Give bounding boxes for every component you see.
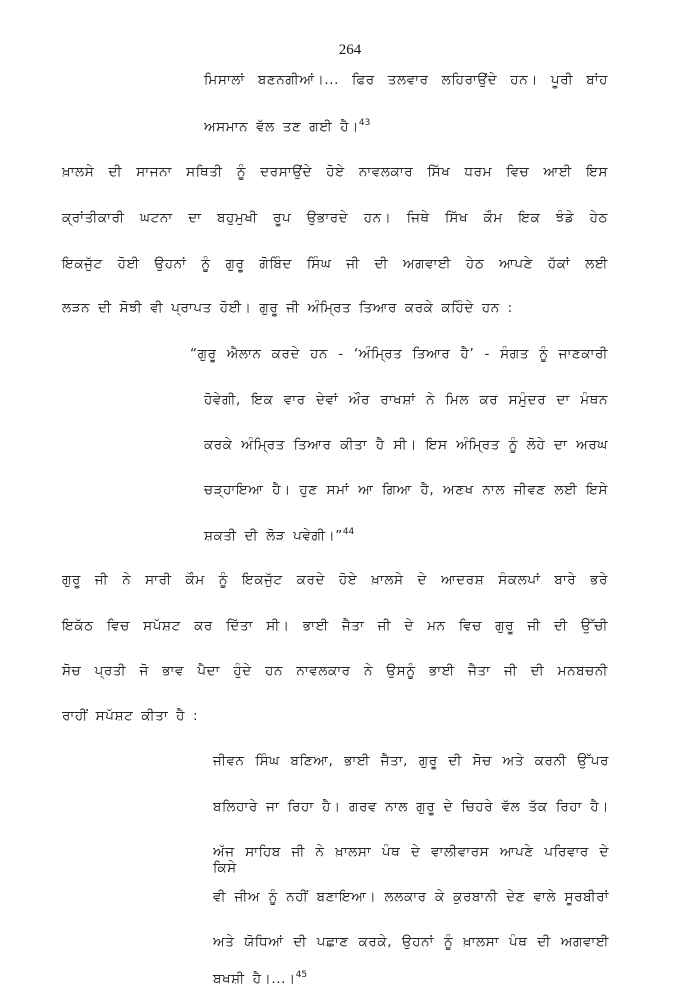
quote3-line-2: ਬਲਿਹਾਰੇ ਜਾ ਰਿਹਾ ਹੈ। ਗਰਵ ਨਾਲ ਗੁਰੂ ਦੇ ਚਿਹਰੇ ਵੱਲ ਤੱਕ ਰਿਹਾ ਹੈ। <box>213 799 609 815</box>
quote3-line-3: ਅੱਜ ਸਾਹਿਬ ਜੀ ਨੇ ਖ਼ਾਲਸਾ ਪੰਥ ਦੇ ਵਾਲੀਵਾਰਸ ਆਪਣੇ ਪਰਿਵਾਰ ਦੇ ਕਿਸੇ <box>213 844 609 876</box>
paragraph1-line-2: ਕ੍ਰਾਂਤੀਕਾਰੀ ਘਟਨਾ ਦਾ ਬਹੁਮੁਖੀ ਰੂਪ ਉਭਾਰਦੇ ਹਨ। ਜਿਥੇ ਸਿੱਖ ਕੌਮ ਇਕ ਝੰਡੇ ਹੇਠ <box>62 210 608 226</box>
footnote-ref-45: 45 <box>295 970 308 980</box>
footnote-ref-43: 43 <box>358 118 371 128</box>
quote3-line-1: ਜੀਵਨ ਸਿੰਘ ਬਣਿਆ, ਭਾਈ ਜੈਤਾ, ਗੁਰੂ ਦੀ ਸੋਚ ਅਤੇ ਕਰਨੀ ਉੱਪਰ <box>213 753 609 769</box>
quote2-text: ਸ਼ਕਤੀ ਦੀ ਲੋੜ ਪਵੇਗੀ।” <box>204 528 343 544</box>
paragraph1-line-1: ਖ਼ਾਲਸੇ ਦੀ ਸਾਜਨਾ ਸਥਿਤੀ ਨੂੰ ਦਰਸਾਉਂਦੇ ਹੋਏ ਨਾਵਲਕਾਰ ਸਿੱਖ ਧਰਮ ਵਿਚ ਆਈ ਇਸ <box>62 164 608 180</box>
quote2-line-2: ਹੋਵੇਗੀ, ਇਕ ਵਾਰ ਦੇਵਾਂ ਔਰ ਰਾਖਸ਼ਾਂ ਨੇ ਮਿਲ ਕਰ ਸਮੁੰਦਰ ਦਾ ਮੰਥਨ <box>204 392 608 408</box>
quote1-text: ਅਸਮਾਨ ਵੱਲ ਤਣ ਗਈ ਹੈ। <box>204 119 359 135</box>
quote3-line-4: ਵੀ ਜੀਅ ਨੂੰ ਨਹੀਂ ਬਣਾਇਆ। ਲਲਕਾਰ ਕੇ ਕੁਰਬਾਨੀ ਦੇਣ ਵਾਲੇ ਸੂਰਬੀਰਾਂ <box>213 889 609 905</box>
paragraph2-line-3: ਸੋਚ ਪ੍ਰਤੀ ਜੋ ਭਾਵ ਪੈਦਾ ਹੁੰਦੇ ਹਨ ਨਾਵਲਕਾਰ ਨੇ ਉਸਨੂੰ ਭਾਈ ਜੈਤਾ ਜੀ ਦੀ ਮਨਬਚਨੀ <box>62 663 608 679</box>
paragraph1-line-3: ਇਕਜੁੱਟ ਹੋਈ ਉਹਨਾਂ ਨੂੰ ਗੁਰੂ ਗੋਬਿੰਦ ਸਿੰਘ ਜੀ ਦੀ ਅਗਵਾਈ ਹੇਠ ਆਪਣੇ ਹੱਕਾਂ ਲਈ <box>62 256 608 272</box>
paragraph2-line-1: ਗੁਰੂ ਜੀ ਨੇ ਸਾਰੀ ਕੌਮ ਨੂੰ ਇਕਜੁੱਟ ਕਰਦੇ ਹੋਏ ਖ਼ਾਲਸੇ ਦੇ ਆਦਰਸ਼ ਸੰਕਲਪਾਂ ਬਾਰੇ ਭਰੇ <box>62 572 608 588</box>
quote2-line-5 <box>204 527 608 544</box>
quote3-line-5: ਅਤੇ ਯੋਧਿਆਂ ਦੀ ਪਛਾਣ ਕਰਕੇ, ਉਹਨਾਂ ਨੂੰ ਖ਼ਾਲਸਾ ਪੰਥ ਦੀ ਅਗਵਾਈ <box>213 934 609 950</box>
footnote-ref-44: 44 <box>342 527 355 537</box>
page-number: 264 <box>338 42 362 58</box>
paragraph2-line-2: ਇਕੱਠ ਵਿਚ ਸਪੱਸ਼ਟ ਕਰ ਦਿੱਤਾ ਸੀ। ਭਾਈ ਜੈਤਾ ਜੀ ਦੇ ਮਨ ਵਿਚ ਗੁਰੂ ਜੀ ਦੀ ਉੱਚੀ <box>62 618 608 634</box>
quote3-line-6 <box>213 970 609 987</box>
paragraph1-line-4: ਲੜਨ ਦੀ ਸੋਝੀ ਵੀ ਪ੍ਰਾਪਤ ਹੋਈ। ਗੁਰੂ ਜੀ ਅੰਮ੍ਰਿਤ ਤਿਆਰ ਕਰਕੇ ਕਹਿੰਦੇ ਹਨ : <box>62 300 513 316</box>
quote2-line-3: ਕਰਕੇ ਅੰਮ੍ਰਿਤ ਤਿਆਰ ਕੀਤਾ ਹੈ ਸੀ। ਇਸ ਅੰਮ੍ਰਿਤ ਨੂੰ ਲੋਹੇ ਦਾ ਅਰਘ <box>204 437 608 453</box>
quote2-line-1: “ਗੁਰੂ ਐਲਾਨ ਕਰਦੇ ਹਨ - ‘ਅੰਮ੍ਰਿਤ ਤਿਆਰ ਹੈ’ - ਸੰਗਤ ਨੂੰ ਜਾਣਕਾਰੀ <box>190 346 608 362</box>
quote3-text: ਬਖਸ਼ੀ ਹੈ।...। <box>213 971 296 987</box>
quote2-line-4: ਚੜ੍ਹਾਇਆ ਹੈ। ਹੁਣ ਸਮਾਂ ਆ ਗਿਆ ਹੈ, ਅਣਖ ਨਾਲ ਜੀਵਣ ਲਈ ਇਸੇ <box>204 482 608 498</box>
quote1-line-1: ਮਿਸਾਲਾਂ ਬਣਨਗੀਆਂ।... ਫਿਰ ਤਲਵਾਰ ਲਹਿਰਾਉਂਦੇ ਹਨ। ਪੂਰੀ ਬਾਂਹ <box>204 72 608 88</box>
quote1-line-2 <box>204 118 608 135</box>
paragraph2-line-4: ਰਾਹੀਂ ਸਪੱਸ਼ਟ ਕੀਤਾ ਹੈ : <box>62 708 199 724</box>
